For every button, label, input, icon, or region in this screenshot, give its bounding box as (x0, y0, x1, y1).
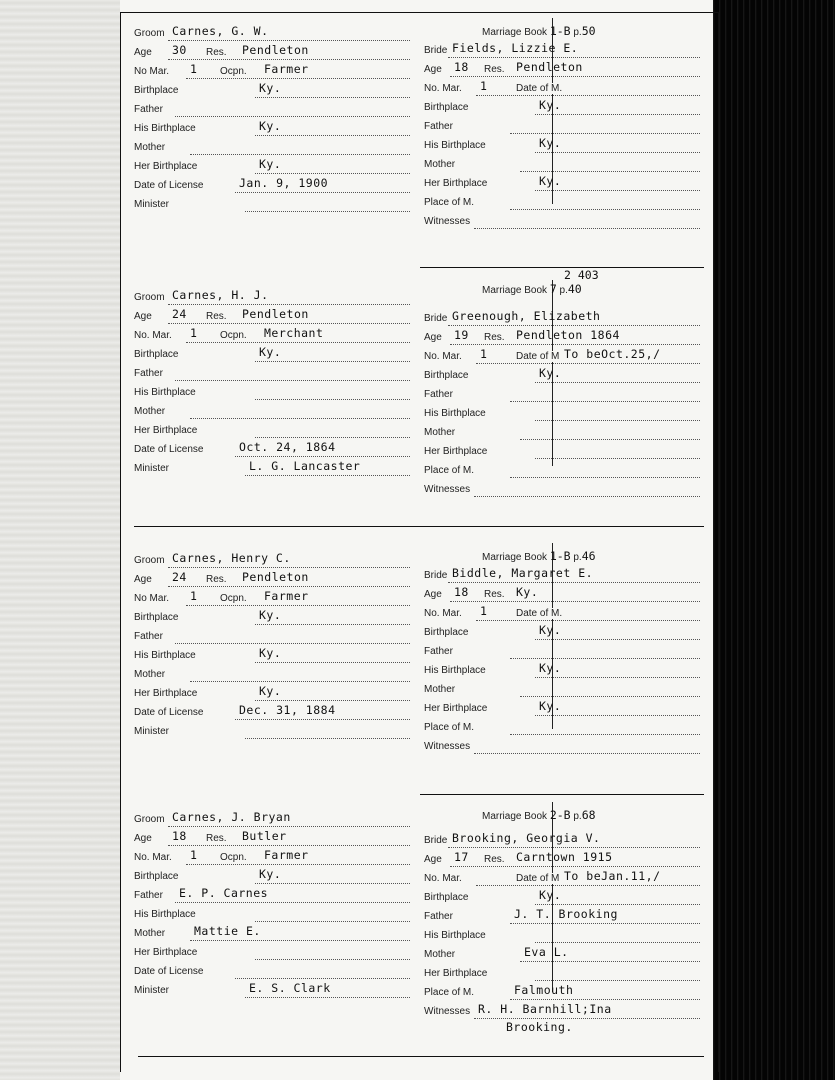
field-label: His Birthplace (424, 665, 486, 676)
groom-field-row (134, 909, 410, 927)
page-value: 46 (581, 549, 596, 563)
bride-field-row (424, 159, 700, 177)
groom-field-row (134, 387, 410, 405)
field-label: Her Birthplace (134, 161, 198, 172)
field-value: 17 (454, 850, 469, 864)
field-label: His Birthplace (424, 930, 486, 941)
field-label: Groom (134, 814, 165, 825)
field-label: Date of License (134, 180, 204, 191)
field-dotted-line (255, 425, 410, 438)
field-label: Birthplace (424, 627, 469, 638)
field-label: Father (424, 389, 453, 400)
field-label: Mother (424, 427, 456, 438)
field-value: Pendleton (516, 60, 583, 74)
field-value: Farmer (264, 62, 309, 76)
field-label: No. Mar. (134, 330, 172, 341)
field-dotted-line (535, 968, 700, 981)
field-value: 1 (480, 347, 488, 361)
field-label: Place of M. (424, 465, 475, 476)
field-value: Ky. (259, 345, 282, 359)
field-dotted-line (175, 104, 410, 117)
field-label: His Birthplace (134, 123, 196, 134)
bride-field-row (424, 646, 700, 664)
field-label: Mother (424, 684, 456, 695)
field-value: Eva L. (524, 945, 569, 959)
field-dotted-line (476, 608, 700, 621)
field-dotted-line (535, 446, 700, 459)
field-value: Biddle, Margaret E. (452, 566, 594, 580)
groom-field-row (134, 981, 410, 1003)
field-dotted-line (510, 465, 700, 478)
bride-field-row (424, 79, 700, 101)
field-value: To beJan.11,/ (564, 869, 661, 883)
page-label: p. (573, 27, 582, 38)
field-label: Ocpn. (220, 852, 247, 863)
field-label: Her Birthplace (424, 968, 488, 979)
field-label: Father (134, 631, 163, 642)
field-label: Birthplace (134, 612, 179, 623)
bride-field-row (424, 869, 700, 891)
bride-field-row (424, 741, 700, 759)
bride-field-row (424, 699, 700, 721)
field-value: Ky. (259, 81, 282, 95)
field-value: Ky. (259, 684, 282, 698)
field-dotted-line (510, 121, 700, 134)
field-label: Date of M. (516, 83, 563, 94)
field-dotted-line (255, 387, 410, 400)
field-value: Farmer (264, 848, 309, 862)
field-label: No. Mar. (424, 608, 462, 619)
field-label: Mother (424, 159, 456, 170)
field-dotted-line (535, 930, 700, 943)
field-label: Father (134, 368, 163, 379)
groom-field-row (134, 459, 410, 481)
page-value: 50 (581, 24, 596, 38)
groom-field-row (134, 646, 410, 668)
field-value: Ky. (539, 623, 562, 637)
field-label: Birthplace (424, 102, 469, 113)
bride-field-row (424, 465, 700, 483)
field-label: Father (424, 911, 453, 922)
marriage-book-header (482, 549, 596, 563)
field-value: Ky. (539, 174, 562, 188)
bride-field-row (424, 722, 700, 740)
field-label: Age (134, 574, 152, 585)
groom-field-row (134, 947, 410, 965)
groom-field-row (134, 886, 410, 908)
groom-field-row (134, 119, 410, 141)
bride-field-row (424, 389, 700, 407)
field-value: Dec. 31, 1884 (239, 703, 336, 717)
field-label: Place of M. (424, 987, 475, 998)
field-label: Age (134, 833, 152, 844)
groom-field-row (134, 608, 410, 630)
field-label: Minister (134, 463, 170, 474)
field-dotted-line (474, 741, 700, 754)
field-label: Ocpn. (220, 66, 247, 77)
field-label: Date of M (516, 873, 560, 884)
field-value: 18 (172, 829, 187, 843)
field-dotted-line (245, 726, 410, 739)
field-label: Date of M. (516, 608, 563, 619)
field-value: 1 (480, 604, 488, 618)
field-value: Greenough, Elizabeth (452, 309, 601, 323)
field-label: Bride (424, 570, 448, 581)
field-label: Mother (424, 949, 456, 960)
record-divider (134, 526, 704, 527)
field-value: Farmer (264, 589, 309, 603)
record-divider (420, 794, 704, 795)
card-right-edge (718, 12, 719, 1072)
marriage-book-label: Marriage Book (482, 552, 548, 563)
field-dotted-line (190, 406, 410, 419)
field-label: Witnesses (424, 1006, 471, 1017)
book-note: 2 403 (564, 268, 599, 282)
marriage-book-header (482, 24, 596, 38)
field-value: Jan. 9, 1900 (239, 176, 329, 190)
field-dotted-line (190, 669, 410, 682)
field-label: Age (424, 589, 442, 600)
field-label: Age (134, 311, 152, 322)
field-label: Res. (484, 332, 505, 343)
field-dotted-line (474, 484, 700, 497)
bottom-rule (138, 1056, 704, 1057)
field-label: Res. (206, 47, 227, 58)
field-value: Ky. (539, 98, 562, 112)
field-value: Ky. (539, 136, 562, 150)
marriage-book-label: Marriage Book (482, 285, 548, 296)
field-label: Witnesses (424, 216, 471, 227)
field-label: Mother (134, 669, 166, 680)
field-dotted-line (476, 83, 700, 96)
field-label: Bride (424, 45, 448, 56)
groom-field-row (134, 703, 410, 725)
field-value: Ky. (516, 585, 539, 599)
field-value: To beOct.25,/ (564, 347, 661, 361)
field-value: Ky. (539, 661, 562, 675)
groom-field-row (134, 199, 410, 217)
field-label: Witnesses (424, 741, 471, 752)
field-value: Fields, Lizzie E. (452, 41, 579, 55)
field-label: Birthplace (134, 349, 179, 360)
field-label: Ocpn. (220, 593, 247, 604)
field-label: Mother (134, 406, 166, 417)
field-dotted-line (175, 368, 410, 381)
field-label: No. Mar. (424, 83, 462, 94)
field-dotted-line (190, 142, 410, 155)
marriage-book-header (482, 282, 582, 296)
marriage-book-value: 1-B (549, 24, 571, 38)
field-label: Birthplace (424, 892, 469, 903)
field-value: E. S. Clark (249, 981, 331, 995)
field-label: No. Mar. (134, 852, 172, 863)
field-value: 18 (454, 585, 469, 599)
bride-field-row (424, 484, 700, 502)
field-value: J. T. Brooking (514, 907, 618, 921)
field-value: Pendleton (242, 43, 309, 57)
groom-field-row (134, 867, 410, 889)
field-value: Ky. (259, 646, 282, 660)
field-label: Date of M (516, 351, 560, 362)
field-label: Father (424, 121, 453, 132)
bride-field-row (424, 366, 700, 388)
page-value: 68 (581, 808, 596, 822)
field-label: Mother (134, 928, 166, 939)
field-label: Her Birthplace (424, 446, 488, 457)
field-label: His Birthplace (424, 408, 486, 419)
field-dotted-line (510, 389, 700, 402)
bride-field-row (424, 684, 700, 702)
field-label: Groom (134, 555, 165, 566)
field-label: Date of License (134, 707, 204, 718)
field-label: Res. (206, 833, 227, 844)
field-value: Pendleton (242, 570, 309, 584)
field-dotted-line (520, 159, 700, 172)
field-value: Ky. (539, 366, 562, 380)
marriage-book-header (482, 808, 596, 822)
field-value: 1 (190, 326, 198, 340)
field-value: Pendleton (242, 307, 309, 321)
field-value: Butler (242, 829, 287, 843)
field-label: His Birthplace (134, 387, 196, 398)
field-value: Carnes, Henry C. (172, 551, 291, 565)
field-dotted-line (510, 722, 700, 735)
bride-field-row (424, 408, 700, 426)
groom-field-row (134, 345, 410, 367)
marriage-record (134, 24, 704, 248)
groom-field-row (134, 726, 410, 744)
field-value: Carnes, J. Bryan (172, 810, 291, 824)
field-value: 24 (172, 570, 187, 584)
witness-continuation: Brooking. (506, 1020, 573, 1034)
field-label: Birthplace (134, 871, 179, 882)
field-label: Age (424, 64, 442, 75)
field-value: Falmouth (514, 983, 574, 997)
field-label: No Mar. (134, 66, 170, 77)
marriage-book-value: 2-B (549, 808, 571, 822)
field-label: His Birthplace (134, 909, 196, 920)
field-label: Her Birthplace (424, 703, 488, 714)
field-label: Place of M. (424, 722, 475, 733)
field-value: Ky. (259, 608, 282, 622)
field-value: E. P. Carnes (179, 886, 269, 900)
field-dotted-line (535, 408, 700, 421)
marriage-book-value: 1-B (549, 549, 571, 563)
field-value: 1 (190, 62, 198, 76)
field-label: Minister (134, 726, 170, 737)
marriage-record (134, 549, 704, 773)
field-label: Res. (484, 589, 505, 600)
bride-field-row (424, 446, 700, 464)
field-value: Ky. (259, 157, 282, 171)
field-value: 24 (172, 307, 187, 321)
field-value: Merchant (264, 326, 324, 340)
field-dotted-line (175, 631, 410, 644)
groom-field-row (134, 368, 410, 386)
field-dotted-line (510, 646, 700, 659)
field-label: Bride (424, 835, 448, 846)
field-label: Father (134, 104, 163, 115)
marriage-record (134, 808, 704, 1034)
scan-margin-left (0, 0, 120, 1080)
field-dotted-line (168, 833, 410, 846)
field-label: Ocpn. (220, 330, 247, 341)
field-dotted-line (510, 197, 700, 210)
field-value: Mattie E. (194, 924, 261, 938)
bride-field-row (424, 661, 700, 683)
field-dotted-line (255, 909, 410, 922)
field-value: Carntown 1915 (516, 850, 613, 864)
field-value: R. H. Barnhill;Ina (478, 1002, 612, 1016)
field-label: Birthplace (134, 85, 179, 96)
field-label: Father (424, 646, 453, 657)
field-dotted-line (255, 947, 410, 960)
marriage-record (134, 268, 704, 508)
field-dotted-line (520, 684, 700, 697)
field-label: No. Mar. (424, 873, 462, 884)
field-label: No. Mar. (424, 351, 462, 362)
bride-field-row (424, 136, 700, 158)
field-value: 18 (454, 60, 469, 74)
field-label: Witnesses (424, 484, 471, 495)
page-label: p. (559, 285, 568, 296)
bride-field-row (424, 197, 700, 215)
field-label: Mother (134, 142, 166, 153)
field-label: Groom (134, 28, 165, 39)
bride-field-row (424, 623, 700, 645)
field-value: Brooking, Georgia V. (452, 831, 601, 845)
field-label: Her Birthplace (134, 947, 198, 958)
field-label: His Birthplace (424, 140, 486, 151)
field-label: Her Birthplace (424, 178, 488, 189)
field-label: Her Birthplace (134, 688, 198, 699)
field-label: Place of M. (424, 197, 475, 208)
field-label: Father (134, 890, 163, 901)
page-label: p. (573, 811, 582, 822)
field-label: Date of License (134, 966, 204, 977)
card-left-edge (120, 12, 121, 1072)
field-value: Oct. 24, 1864 (239, 440, 336, 454)
field-value: 30 (172, 43, 187, 57)
bride-field-row (424, 945, 700, 967)
bride-field-row (424, 907, 700, 929)
field-label: Age (424, 332, 442, 343)
bride-field-row (424, 347, 700, 369)
field-label: Res. (484, 64, 505, 75)
marriage-book-value: 7 (549, 282, 557, 296)
groom-field-row (134, 176, 410, 198)
groom-field-row (134, 406, 410, 424)
field-value: Ky. (539, 699, 562, 713)
field-dotted-line (245, 199, 410, 212)
field-label: Her Birthplace (134, 425, 198, 436)
bride-field-row (424, 174, 700, 196)
field-label: Age (134, 47, 152, 58)
field-value: L. G. Lancaster (249, 459, 361, 473)
bride-field-row (424, 60, 700, 82)
field-value: Ky. (259, 119, 282, 133)
field-label: Date of License (134, 444, 204, 455)
page-value: 40 (567, 282, 582, 296)
bride-field-row (424, 121, 700, 139)
field-dotted-line (474, 216, 700, 229)
field-value: Ky. (539, 888, 562, 902)
field-value: Carnes, H. J. (172, 288, 269, 302)
marriage-book-label: Marriage Book (482, 27, 548, 38)
bride-field-row (424, 98, 700, 120)
field-value: Pendleton 1864 (516, 328, 620, 342)
field-label: No Mar. (134, 593, 170, 604)
field-value: Ky. (259, 867, 282, 881)
field-label: Age (424, 854, 442, 865)
field-value: 1 (190, 589, 198, 603)
groom-field-row (134, 924, 410, 946)
record-divider (420, 267, 704, 268)
bride-field-row (424, 585, 700, 607)
field-dotted-line (520, 427, 700, 440)
bride-field-row (424, 216, 700, 234)
field-label: Minister (134, 985, 170, 996)
field-label: Birthplace (424, 370, 469, 381)
field-label: Minister (134, 199, 170, 210)
field-value: 1 (190, 848, 198, 862)
bride-field-row (424, 427, 700, 445)
groom-field-row (134, 81, 410, 103)
bride-field-row (424, 604, 700, 626)
page-label: p. (573, 552, 582, 563)
field-label: Bride (424, 313, 448, 324)
marriage-book-label: Marriage Book (482, 811, 548, 822)
field-label: Res. (206, 311, 227, 322)
field-value: 1 (480, 79, 488, 93)
field-label: His Birthplace (134, 650, 196, 661)
field-label: Res. (484, 854, 505, 865)
field-value: Carnes, G. W. (172, 24, 269, 38)
field-label: Res. (206, 574, 227, 585)
field-dotted-line (235, 966, 410, 979)
field-label: Groom (134, 292, 165, 303)
field-value: 19 (454, 328, 469, 342)
